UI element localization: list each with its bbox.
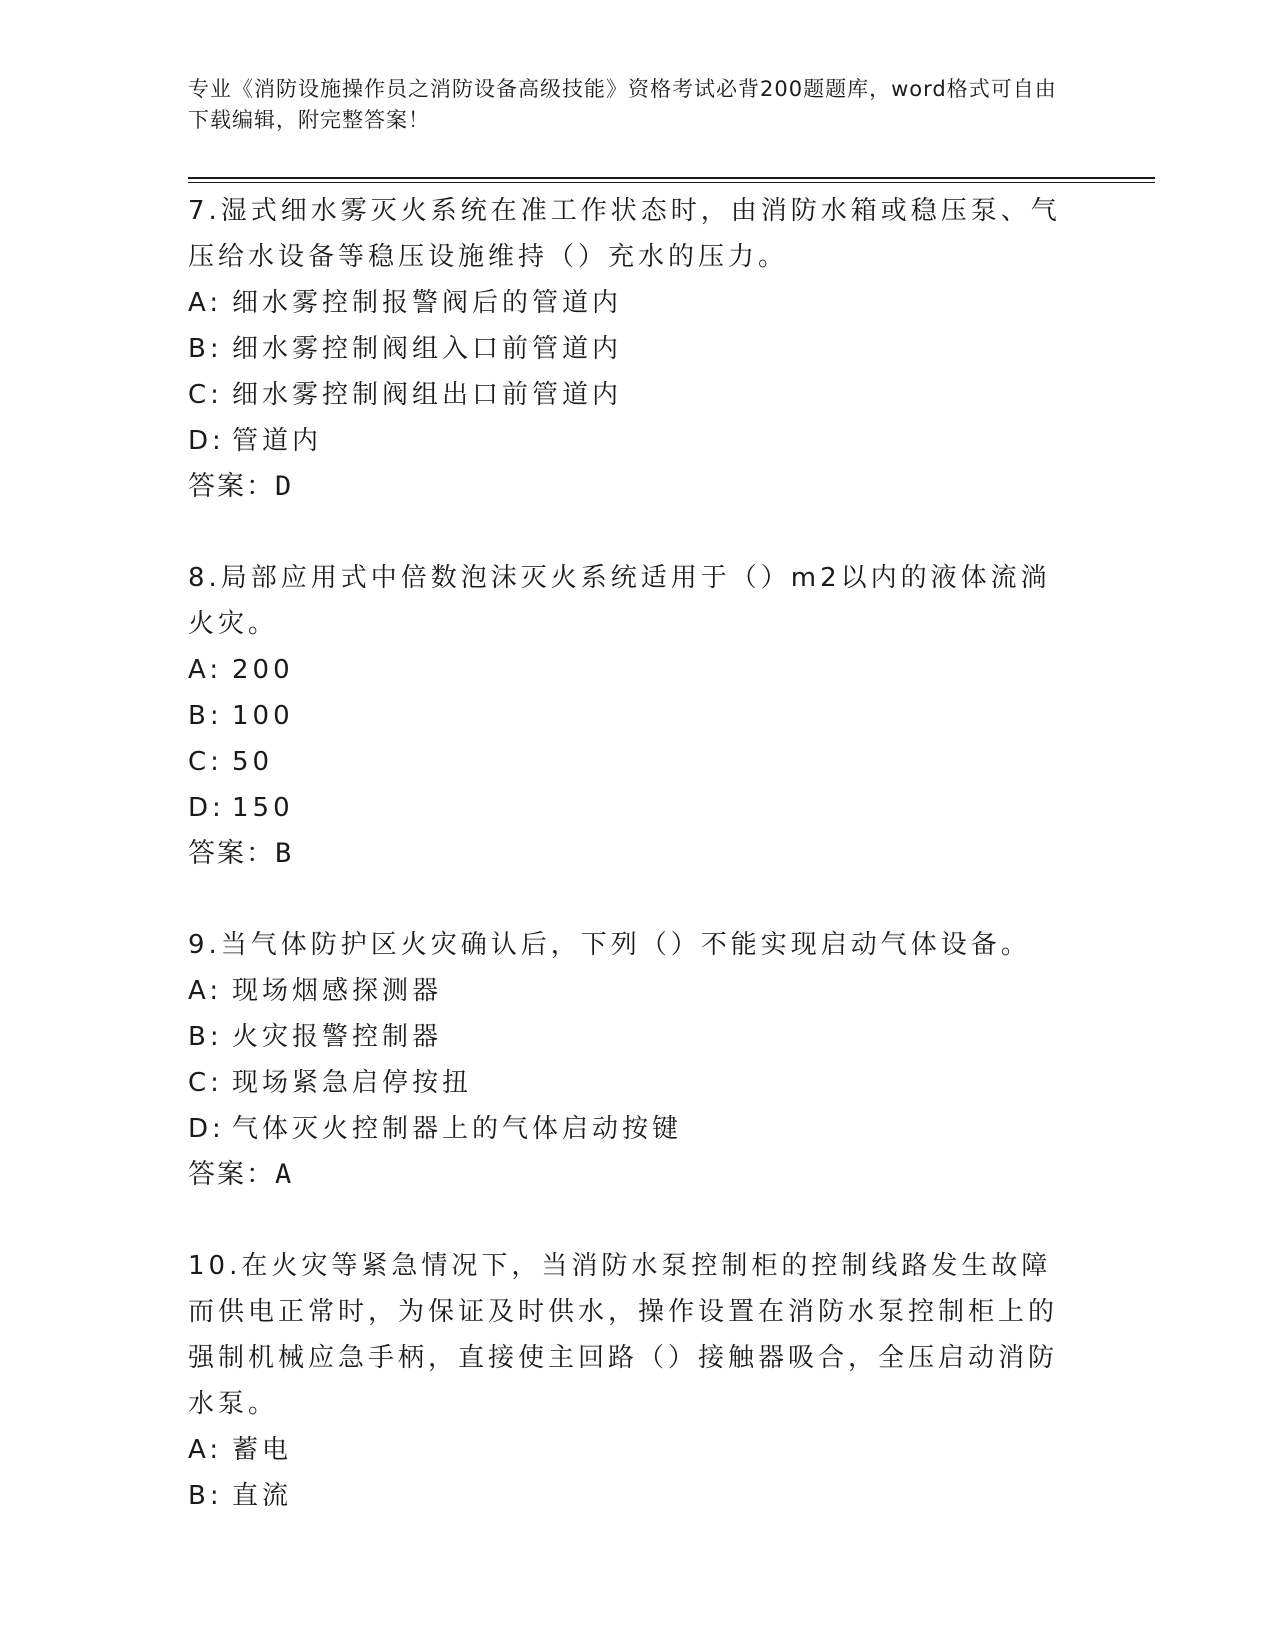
option-a (188, 647, 1078, 693)
answer-line (188, 1152, 1078, 1198)
option-a (188, 1427, 1078, 1473)
option-text: 细水雾控制报警阀后的管道内 (232, 288, 623, 318)
question-7 (188, 188, 1078, 510)
question-10 (188, 1243, 1078, 1519)
option-label: B: (188, 1481, 223, 1511)
option-text: 气体灭火控制器上的气体启动按键 (232, 1114, 683, 1144)
question-stem: 8.局部应用式中倍数泡沫灭火系统适用于（）m2以内的液体流淌火灾。 (188, 563, 1051, 639)
option-text: 200 (232, 655, 294, 685)
answer-label: 答案： (188, 1159, 275, 1190)
answer-line (188, 464, 1078, 510)
option-text: 细水雾控制阀组入口前管道内 (232, 334, 623, 364)
answer-value: B (275, 838, 294, 869)
question-8 (188, 555, 1078, 877)
option-text: 150 (232, 793, 294, 823)
option-label: B: (188, 334, 223, 364)
header-divider (188, 177, 1155, 179)
option-text: 现场烟感探测器 (232, 976, 443, 1006)
option-text: 火灾报警控制器 (232, 1022, 443, 1052)
option-label: D: (188, 426, 225, 456)
question-9 (188, 922, 1078, 1198)
answer-line (188, 831, 1078, 877)
option-label: A: (188, 288, 223, 318)
option-c (188, 372, 1078, 418)
option-b (188, 1473, 1078, 1519)
option-text: 100 (232, 701, 294, 731)
option-text: 管道内 (232, 426, 323, 456)
option-d (188, 1106, 1078, 1152)
option-text: 直流 (232, 1481, 293, 1511)
question-stem: 10.在火灾等紧急情况下，当消防水泵控制柜的控制线路发生故障而供电正常时，为保证及时供水，操作设置在消防水泵控制柜上的强制机械应急手柄，直接使主回路（）接触器吸合，全压启动消防水泵。 (188, 1251, 1059, 1419)
option-label: C: (188, 380, 223, 410)
document-header: 专业《消防设施操作员之消防设备高级技能》资格考试必背200题题库，word格式可自由下载编辑，附完整答案！ (188, 77, 1057, 132)
answer-value: A (275, 1159, 294, 1190)
option-label: B: (188, 1022, 223, 1052)
option-label: A: (188, 1435, 223, 1465)
option-label: C: (188, 1068, 223, 1098)
header-divider-thin (188, 182, 1155, 183)
option-text: 细水雾控制阀组出口前管道内 (232, 380, 623, 410)
question-stem: 7.湿式细水雾灭火系统在准工作状态时，由消防水箱或稳压泵、气压给水设备等稳压设施维持（）充水的压力。 (188, 196, 1061, 272)
option-a (188, 280, 1078, 326)
answer-value: D (275, 471, 294, 502)
option-label: A: (188, 655, 223, 685)
option-label: D: (188, 1114, 225, 1144)
option-text: 50 (232, 747, 274, 777)
option-b (188, 326, 1078, 372)
answer-label: 答案： (188, 838, 275, 869)
option-d (188, 418, 1078, 464)
option-a (188, 968, 1078, 1014)
option-d (188, 785, 1078, 831)
option-text: 现场紧急启停按扭 (232, 1068, 473, 1098)
option-b (188, 693, 1078, 739)
option-text: 蓄电 (232, 1435, 293, 1465)
option-label: A: (188, 976, 223, 1006)
option-label: D: (188, 793, 225, 823)
option-c (188, 1060, 1078, 1106)
option-label: B: (188, 701, 223, 731)
answer-label: 答案： (188, 471, 275, 502)
option-c (188, 739, 1078, 785)
option-b (188, 1014, 1078, 1060)
question-stem: 9.当气体防护区火灾确认后，下列（）不能实现启动气体设备。 (188, 930, 1031, 960)
option-label: C: (188, 747, 223, 777)
